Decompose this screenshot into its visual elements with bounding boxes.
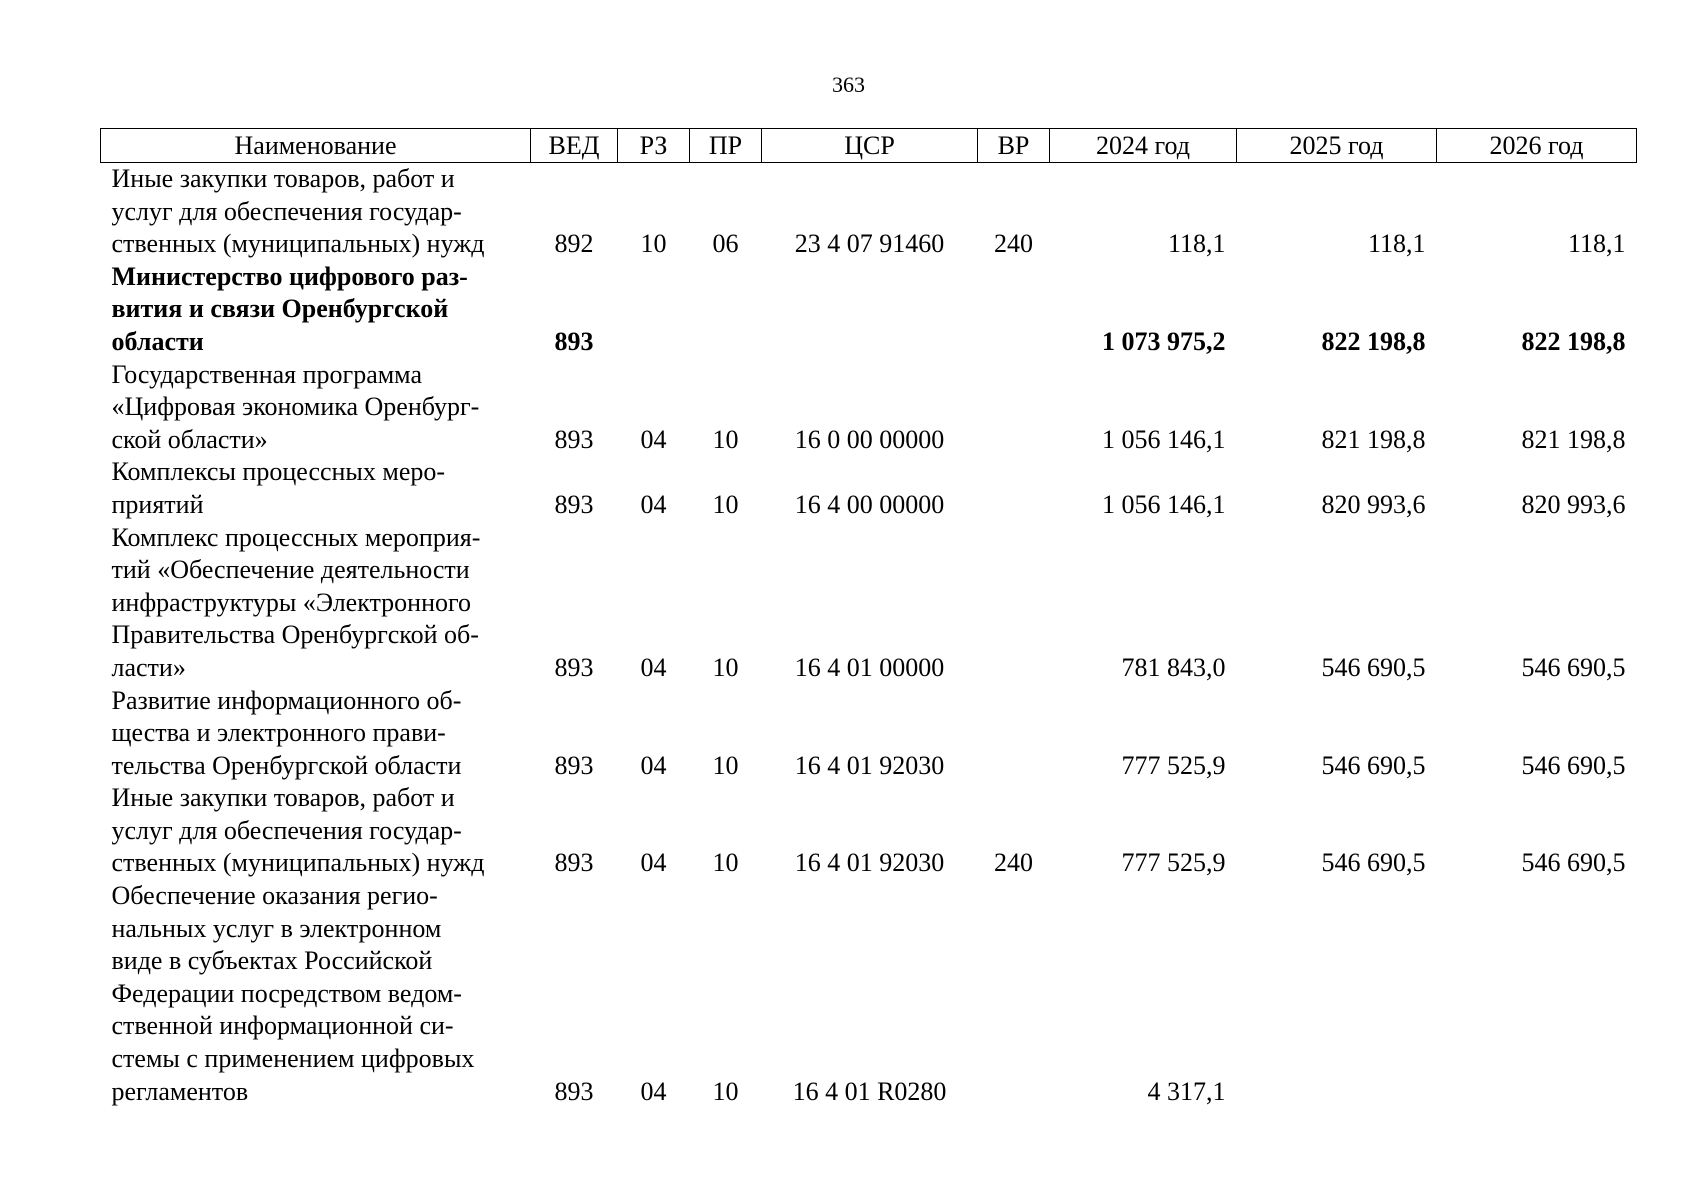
- table-row: [101, 880, 1637, 1108]
- header-2024: 2024 год: [1050, 129, 1237, 163]
- name-line: стемы с применением цифровых: [111, 1044, 475, 1074]
- cell-csr: 16 4 00 00000: [794, 489, 945, 519]
- name-line: Комплекс процессных мероприя-: [111, 522, 481, 552]
- page-number: 363: [832, 72, 865, 97]
- cell-2026: 546 690,5: [1521, 750, 1626, 780]
- name-line: «Цифровая экономика Оренбург-: [111, 392, 480, 422]
- name-line: нальных услуг в электронном: [111, 913, 442, 943]
- cell-vr: [978, 880, 1050, 1108]
- name-line: ской области»: [111, 424, 268, 454]
- name-line: инфраструктуры «Электронного: [111, 587, 472, 617]
- cell-name: [101, 880, 531, 1108]
- name-line: ственной информационной си-: [111, 1011, 454, 1041]
- name-line: вития и связи Оренбургской: [111, 294, 449, 324]
- cell-2024: 118,1: [1167, 229, 1226, 259]
- cell-ved: 893: [554, 489, 594, 519]
- cell-ved: 893: [554, 424, 594, 454]
- cell-name: [101, 456, 531, 521]
- table-row: [101, 522, 1637, 685]
- cell-name: [101, 163, 531, 261]
- cell-pr: [690, 261, 762, 359]
- cell-2025: 546 690,5: [1321, 750, 1426, 780]
- cell-rz: 04: [640, 750, 667, 780]
- table-row: [101, 359, 1637, 457]
- cell-2024: 1 056 146,1: [1102, 489, 1226, 519]
- cell-pr: 10: [712, 424, 739, 454]
- header-2025: 2025 год: [1237, 129, 1437, 163]
- cell-2025: 822 198,8: [1321, 326, 1426, 356]
- cell-rz: 10: [640, 229, 667, 259]
- cell-2025: 820 993,6: [1321, 489, 1426, 519]
- cell-vr: [978, 359, 1050, 457]
- cell-2024: 777 525,9: [1121, 750, 1226, 780]
- cell-2024: 1 073 975,2: [1102, 326, 1226, 356]
- header-csr: ЦСР: [762, 129, 978, 163]
- name-line: тельства Оренбургской области: [111, 750, 462, 780]
- cell-ved: 893: [554, 848, 594, 878]
- cell-rz: [618, 261, 690, 359]
- table-row: [101, 782, 1637, 880]
- cell-2026: [1437, 880, 1637, 1108]
- cell-vr: [978, 685, 1050, 783]
- cell-2026: 118,1: [1567, 229, 1626, 259]
- table-row: [101, 261, 1637, 359]
- cell-name: [101, 685, 531, 783]
- cell-2026: 546 690,5: [1521, 848, 1626, 878]
- budget-table: [100, 128, 1637, 1108]
- table-row: [101, 163, 1637, 261]
- name-line: Правительства Оренбургской об-: [111, 620, 479, 650]
- name-line: ственных (муниципальных) нужд: [111, 848, 485, 878]
- name-line: Министерство цифрового раз-: [111, 261, 468, 291]
- table-row: [101, 456, 1637, 521]
- cell-2025: [1237, 880, 1437, 1108]
- cell-csr: 16 0 00 00000: [794, 424, 945, 454]
- cell-rz: 04: [640, 1076, 667, 1106]
- header-pr: ПР: [690, 129, 762, 163]
- cell-csr: 16 4 01 92030: [794, 848, 945, 878]
- table-header-row: [101, 129, 1637, 163]
- name-line: ласти»: [111, 652, 186, 682]
- name-line: тий «Обеспечение деятельности: [111, 555, 470, 585]
- cell-ved: 893: [554, 326, 594, 356]
- name-line: Комплексы процессных меро-: [111, 457, 446, 487]
- cell-name: [101, 522, 531, 685]
- cell-pr: 10: [712, 1076, 739, 1106]
- cell-2026: 822 198,8: [1521, 326, 1626, 356]
- cell-vr: [978, 261, 1050, 359]
- cell-2026: 820 993,6: [1521, 489, 1626, 519]
- cell-rz: 04: [640, 848, 667, 878]
- cell-ved: 893: [554, 1076, 594, 1106]
- cell-2026: 821 198,8: [1521, 424, 1626, 454]
- cell-2026: 546 690,5: [1521, 652, 1626, 682]
- cell-2024: 781 843,0: [1121, 652, 1226, 682]
- cell-csr: 23 4 07 91460: [794, 229, 945, 259]
- cell-csr: [762, 261, 978, 359]
- cell-ved: 893: [554, 750, 594, 780]
- cell-2024: 777 525,9: [1121, 848, 1226, 878]
- cell-ved: 893: [554, 652, 594, 682]
- cell-rz: 04: [640, 652, 667, 682]
- table-row: [101, 685, 1637, 783]
- cell-2025: 821 198,8: [1321, 424, 1426, 454]
- name-line: ственных (муниципальных) нужд: [111, 229, 485, 259]
- cell-2024: 1 056 146,1: [1102, 424, 1226, 454]
- name-line: щества и электронного прави-: [111, 718, 446, 748]
- cell-ved: 892: [554, 229, 594, 259]
- name-line: услуг для обеспечения государ-: [111, 815, 462, 845]
- name-line: Федерации посредством ведом-: [111, 978, 462, 1008]
- header-rz: РЗ: [618, 129, 690, 163]
- cell-vr: [978, 522, 1050, 685]
- name-line: Иные закупки товаров, работ и: [111, 783, 455, 813]
- header-2026: 2026 год: [1437, 129, 1637, 163]
- cell-rz: 04: [640, 424, 667, 454]
- header-ved: ВЕД: [531, 129, 618, 163]
- header-name: Наименование: [101, 129, 531, 163]
- name-line: Иные закупки товаров, работ и: [111, 164, 455, 193]
- cell-name: [101, 359, 531, 457]
- name-line: приятий: [111, 489, 204, 519]
- cell-2025: 118,1: [1367, 229, 1426, 259]
- cell-pr: 10: [712, 652, 739, 682]
- name-line: регламентов: [111, 1076, 249, 1106]
- cell-pr: 06: [712, 229, 739, 259]
- cell-pr: 10: [712, 848, 739, 878]
- cell-vr: 240: [994, 848, 1033, 878]
- name-line: области: [111, 326, 204, 356]
- cell-csr: 16 4 01 00000: [794, 652, 945, 682]
- cell-csr: 16 4 01 R0280: [792, 1076, 947, 1106]
- cell-pr: 10: [712, 489, 739, 519]
- cell-2025: 546 690,5: [1321, 652, 1426, 682]
- cell-vr: 240: [994, 229, 1033, 259]
- name-line: Обеспечение оказания регио-: [111, 881, 438, 911]
- header-vr: ВР: [978, 129, 1050, 163]
- name-line: Государственная программа: [111, 359, 423, 389]
- cell-rz: 04: [640, 489, 667, 519]
- cell-name: [101, 261, 531, 359]
- cell-2024: 4 317,1: [1147, 1076, 1226, 1106]
- cell-2025: 546 690,5: [1321, 848, 1426, 878]
- cell-name: [101, 782, 531, 880]
- cell-csr: 16 4 01 92030: [794, 750, 945, 780]
- cell-pr: 10: [712, 750, 739, 780]
- cell-vr: [978, 456, 1050, 521]
- name-line: виде в субъектах Российской: [111, 946, 433, 976]
- name-line: Развитие информационного об-: [111, 685, 462, 715]
- name-line: услуг для обеспечения государ-: [111, 196, 462, 226]
